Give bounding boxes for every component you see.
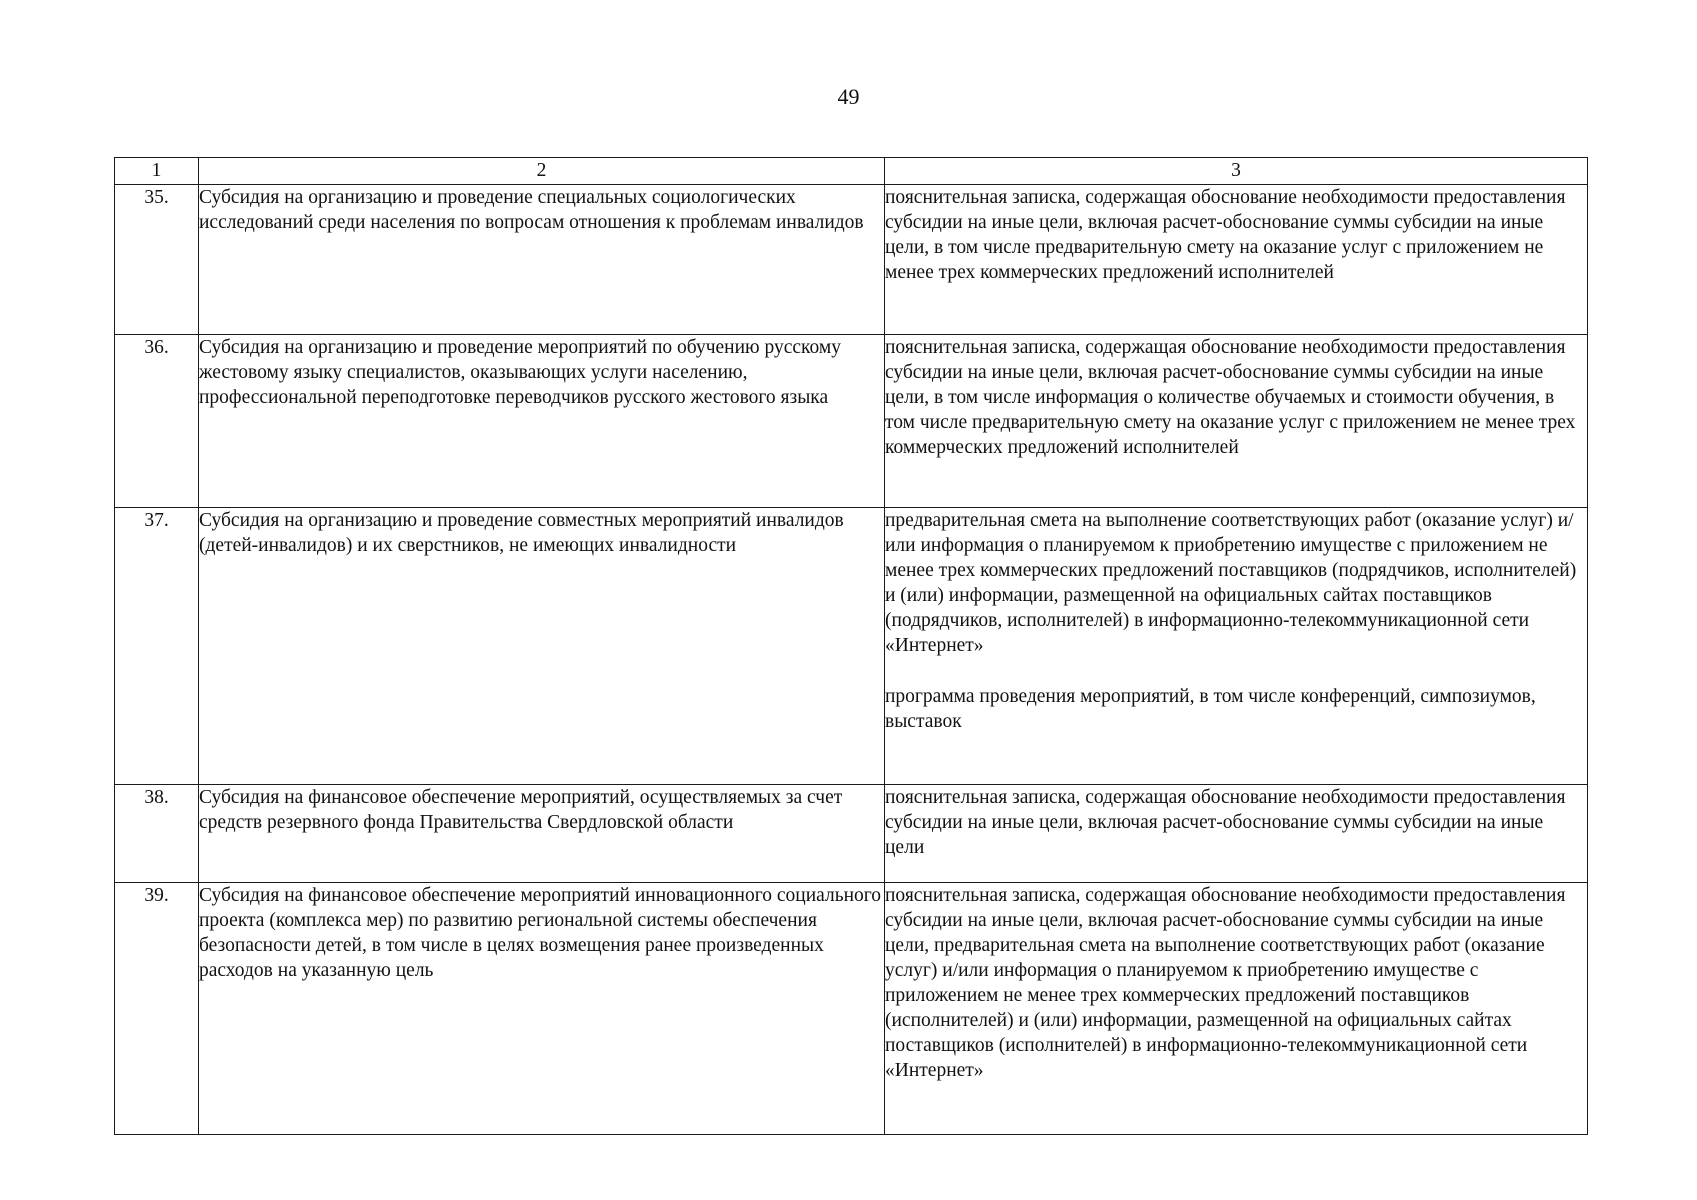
subsidy-name: Субсидия на организацию и проведение мероприятий по обучению русскому жестовому языку специалистов, оказывающих услуги населению, профессиональной переподготовке переводчиков русского жестового языка [199,335,885,508]
document-item: пояснительная записка, содержащая обоснование необходимости предоставления субсидии на иные цели, включая расчет-обоснование суммы субсидии на иные цели, в том числе предварительную смету на оказание услуг с приложением не менее трех коммерческих предложений исполнителей [885,187,1566,283]
row-number: 35. [115,185,199,335]
required-documents [885,508,1588,785]
table-row [115,785,1588,883]
document-item: пояснительная записка, содержащая обоснование необходимости предоставления субсидии на иные цели, включая расчет-обоснование суммы субсидии на иные цели [885,787,1566,858]
subsidy-documents-table [114,157,1588,1135]
subsidy-name: Субсидия на организацию и проведение совместных мероприятий инвалидов (детей-инвалидов) и их сверстников, не имеющих инвалидности [199,508,885,785]
table-row [115,508,1588,785]
table-row [115,883,1588,1135]
row-number: 36. [115,335,199,508]
subsidy-name: Субсидия на организацию и проведение специальных социологических исследований среди населения по вопросам отношения к проблемам инвалидов [199,185,885,335]
required-documents [885,785,1588,883]
subsidy-name: Субсидия на финансовое обеспечение мероприятий, осуществляемых за счет средств резервного фонда Правительства Свердловской области [199,785,885,883]
document-item: пояснительная записка, содержащая обоснование необходимости предоставления субсидии на иные цели, включая расчет-обоснование суммы субсидии на иные цели, предварительная смета на выполнение соответствующих работ (оказание услуг) и/или информация о планируемом к приобретению имуществе с приложением не менее трех коммерческих предложений поставщиков (исполнителей) и (или) информации, размещенной на официальных сайтах поставщиков (исполнителей) в информационно-телекоммуникационной сети «Интернет» [885,885,1566,1081]
required-documents [885,335,1588,508]
table-row [115,185,1588,335]
row-number: 39. [115,883,199,1135]
page-number: 49 [837,84,860,109]
document-item: предварительная смета на выполнение соответствующих работ (оказание услуг) и/или информация о планируемом к приобретению имуществе с приложением не менее трех коммерческих предложений поставщиков (подрядчиков, исполнителей) и (или) информации, размещенной на официальных сайтах поставщиков (подрядчиков, исполнителей) в информационно-телекоммуникационной сети «Интернет» [885,510,1577,656]
column-header-3: 3 [885,158,1588,185]
column-header-2: 2 [199,158,885,185]
column-header-1: 1 [115,158,199,185]
row-number: 38. [115,785,199,883]
table-header-row [115,158,1588,185]
required-documents [885,883,1588,1135]
document-item: пояснительная записка, содержащая обоснование необходимости предоставления субсидии на иные цели, включая расчет-обоснование суммы субсидии на иные цели, в том числе информация о количестве обучаемых и стоимости обучения, в том числе предварительную смету на оказание услуг с приложением не менее трех коммерческих предложений исполнителей [885,337,1576,458]
required-documents [885,185,1588,335]
table-row [115,335,1588,508]
subsidy-name: Субсидия на финансовое обеспечение мероприятий инновационного социального проекта (комплекса мер) по развитию региональной системы обеспечения безопасности детей, в том числе в целях возмещения ранее произведенных расходов на указанную цель [199,883,885,1135]
document-item: программа проведения мероприятий, в том числе конференций, симпозиумов, выставок [885,686,1536,732]
row-number: 37. [115,508,199,785]
